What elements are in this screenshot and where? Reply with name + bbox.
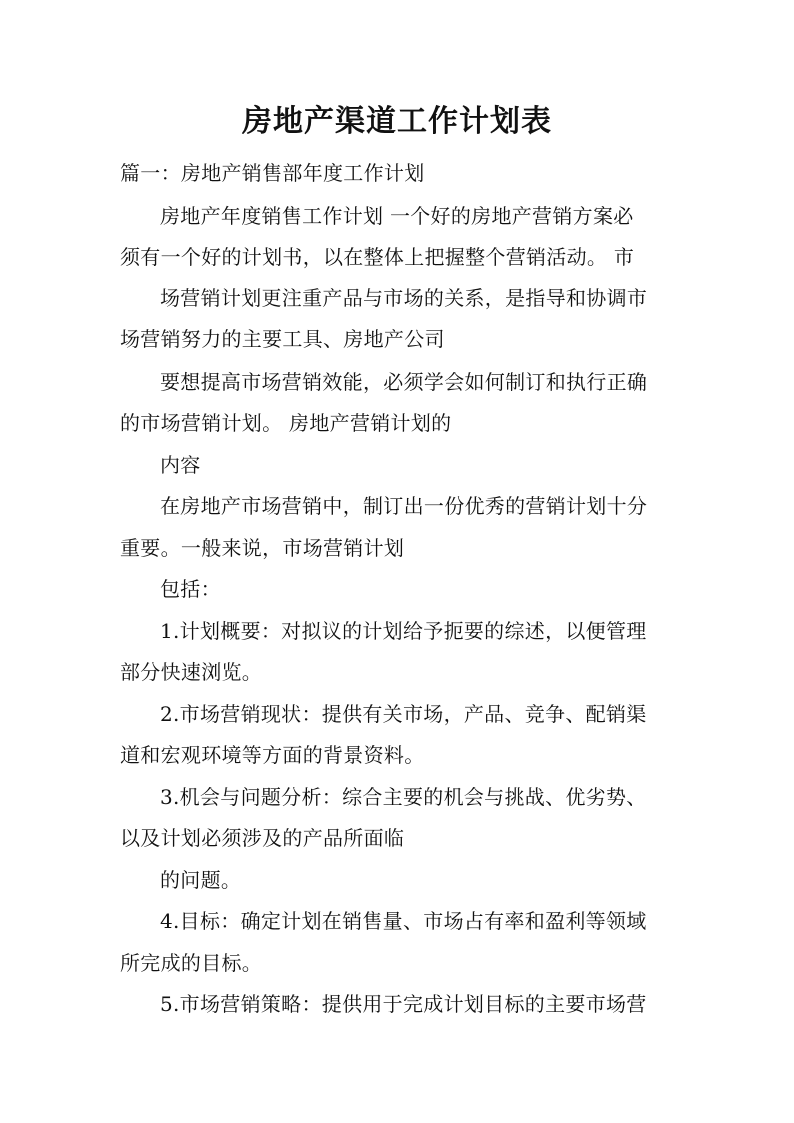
paragraph-line: 要想提高市场营销效能，必须学会如何制订和执行正确 — [160, 370, 648, 394]
paragraph-line: 的市场营销计划。 房地产营销计划的 — [120, 411, 452, 435]
paragraph-line: 须有一个好的计划书，以在整体上把握整个营销活动。 市 — [120, 245, 635, 269]
list-item-line: 以及计划必须涉及的产品所面临 — [120, 826, 405, 850]
paragraph-line: 场营销计划更注重产品与市场的关系，是指导和协调市 — [160, 286, 648, 310]
list-item-line: 1.计划概要：对拟议的计划给予扼要的综述，以便管理 — [160, 619, 647, 643]
list-item-line: 道和宏观环境等方面的背景资料。 — [120, 743, 425, 767]
list-item-line: 的问题。 — [160, 868, 242, 892]
paragraph-line: 包括： — [160, 577, 221, 601]
list-item-line: 3.机会与问题分析：综合主要的机会与挑战、优劣势、 — [160, 785, 647, 809]
list-item-line: 4.目标：确定计划在销售量、市场占有率和盈利等领域 — [160, 909, 647, 933]
paragraph-line: 场营销努力的主要工具、房地产公司 — [120, 327, 445, 351]
list-item-line: 2.市场营销现状：提供有关市场，产品、竞争、配销渠 — [160, 702, 647, 726]
paragraph-line: 内容 — [160, 453, 201, 477]
list-item-line: 部分快速浏览。 — [120, 660, 263, 684]
section-heading: 篇一：房地产销售部年度工作计划 — [120, 161, 425, 185]
document-title: 房地产渠道工作计划表 — [242, 104, 552, 139]
list-item-line: 所完成的目标。 — [120, 951, 263, 975]
list-item-line: 5.市场营销策略：提供用于完成计划目标的主要市场营 — [160, 992, 647, 1016]
paragraph-line: 在房地产市场营销中，制订出一份优秀的营销计划十分 — [160, 494, 648, 518]
paragraph-line: 重要。一般来说，市场营销计划 — [120, 536, 405, 560]
paragraph-line: 房地产年度销售工作计划 一个好的房地产营销方案必 — [160, 204, 634, 228]
